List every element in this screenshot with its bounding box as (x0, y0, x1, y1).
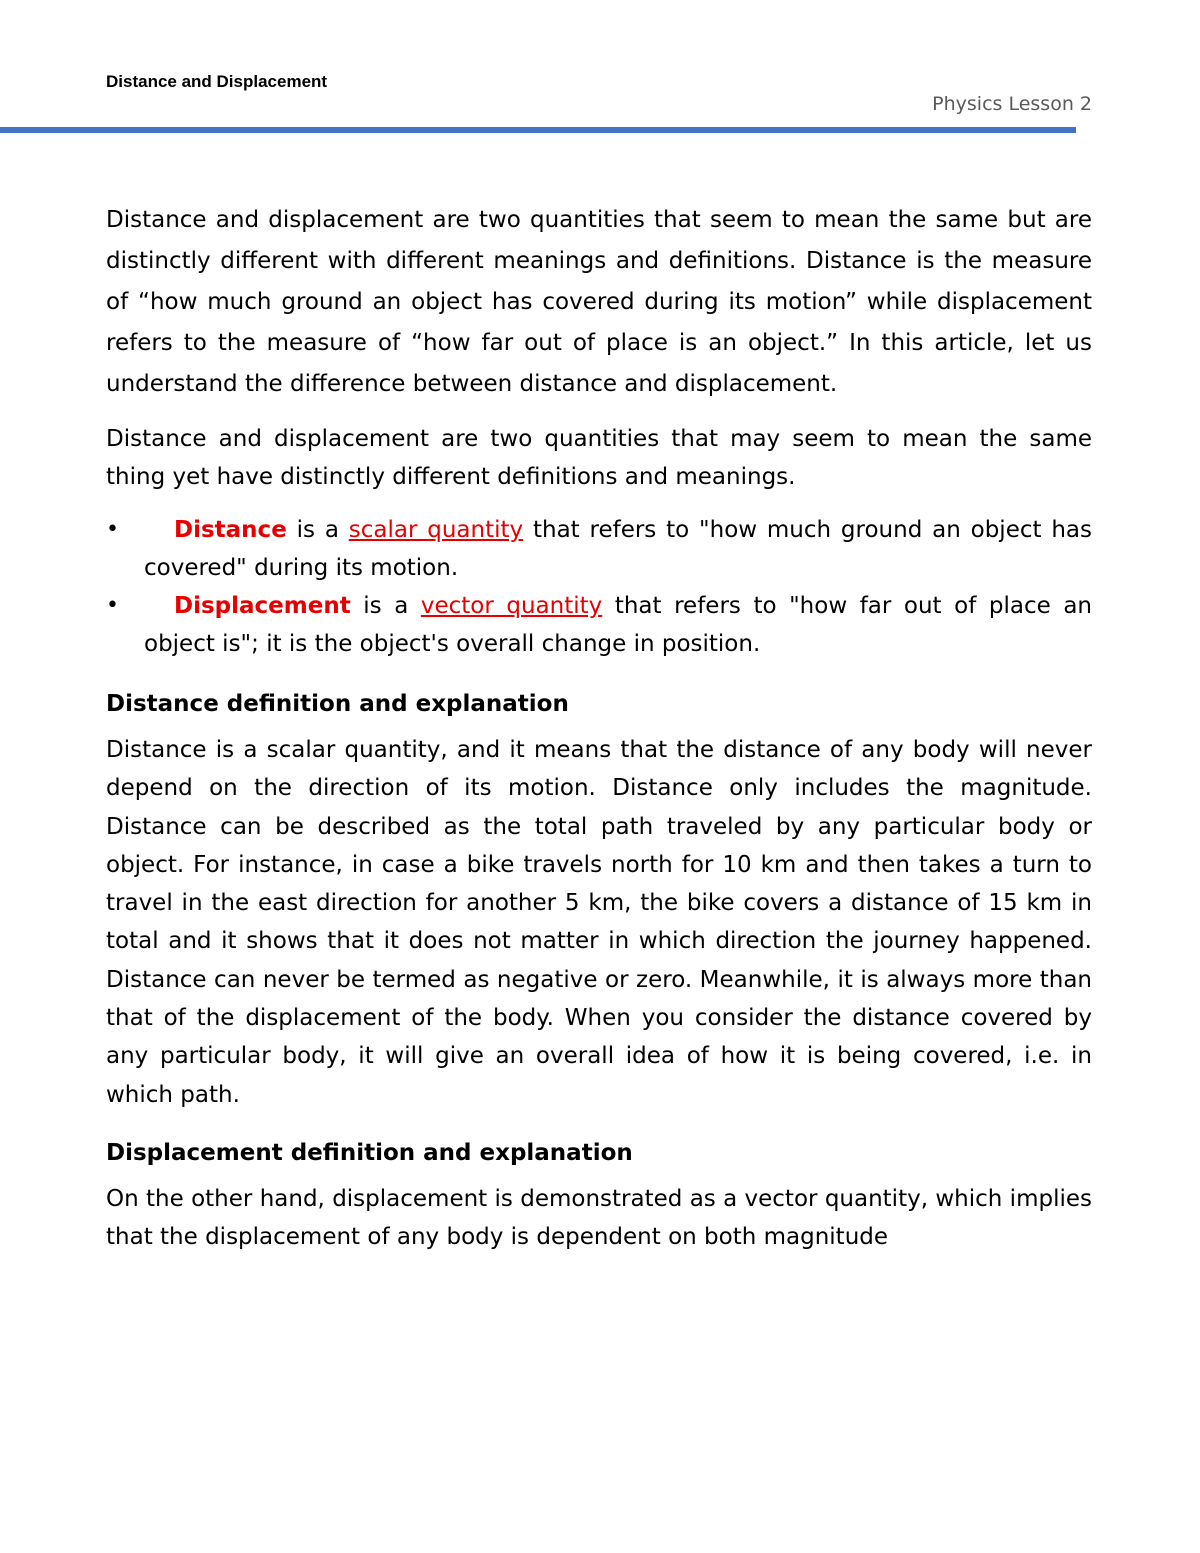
definition-list (106, 511, 1092, 663)
intro-paragraph-1: Distance and displacement are two quantities that seem to mean the same but are distinctly different with different meanings and definitions. Distance is the measure of “how much ground an object has covered during its motion” while displacement refers to the measure of “how far out of place is an object.” In this article, let us understand the difference between distance and displacement. (106, 207, 1092, 397)
bullet-icon: • (106, 593, 119, 618)
document-header-title: Distance and Displacement (106, 72, 328, 91)
list-item (106, 587, 1092, 663)
section-heading-distance: Distance definition and explanation (106, 691, 569, 717)
list-item-text: that refers to "how much ground an object has covered" during its motion. (144, 517, 1092, 581)
section-heading-displacement: Displacement definition and explanation (106, 1139, 633, 1166)
intro-paragraph-2: Distance and displacement are two quantities that may seem to mean the same thing yet have distinctly different definitions and meanings. (106, 426, 1092, 490)
list-item-text: that refers to "how far out of place an object is"; it is the object's overall change in position. (144, 593, 1092, 657)
scalar-quantity-link[interactable]: scalar quantity (348, 517, 524, 543)
lesson-label: Physics Lesson 2 (932, 93, 1092, 115)
section-body-distance: Distance is a scalar quantity, and it means that the distance of any body will never depend on the direction of its motion. Distance only includes the magnitude. Distance can be described as the total path traveled by any particular body or object. For instance, in case a bike travels north for 10 km and then takes a turn to travel in the east direction for another 5 km, the bike covers a distance of 15 km in total and it shows that it does not matter in which direction the journey happened. Distance can never be termed as negative or zero. Meanwhile, it is always more than that of the displacement of the body. When you consider the distance covered by any particular body, it will give an overall idea of how it is being covered, i.e. in which path. (106, 737, 1092, 1108)
bullet-icon: • (106, 517, 119, 542)
list-item-text: is a (286, 517, 349, 543)
section-body-displacement: On the other hand, displacement is demonstrated as a vector quantity, which implies that the displacement of any body is dependent on both magnitude (106, 1185, 1092, 1251)
term-displacement: Displacement (174, 593, 351, 619)
header-divider (0, 127, 1076, 133)
list-item (106, 511, 1092, 587)
list-item-text: is a (350, 593, 421, 619)
term-distance: Distance (174, 517, 287, 543)
document-body (106, 200, 1092, 1272)
vector-quantity-link[interactable]: vector quantity (420, 593, 603, 619)
